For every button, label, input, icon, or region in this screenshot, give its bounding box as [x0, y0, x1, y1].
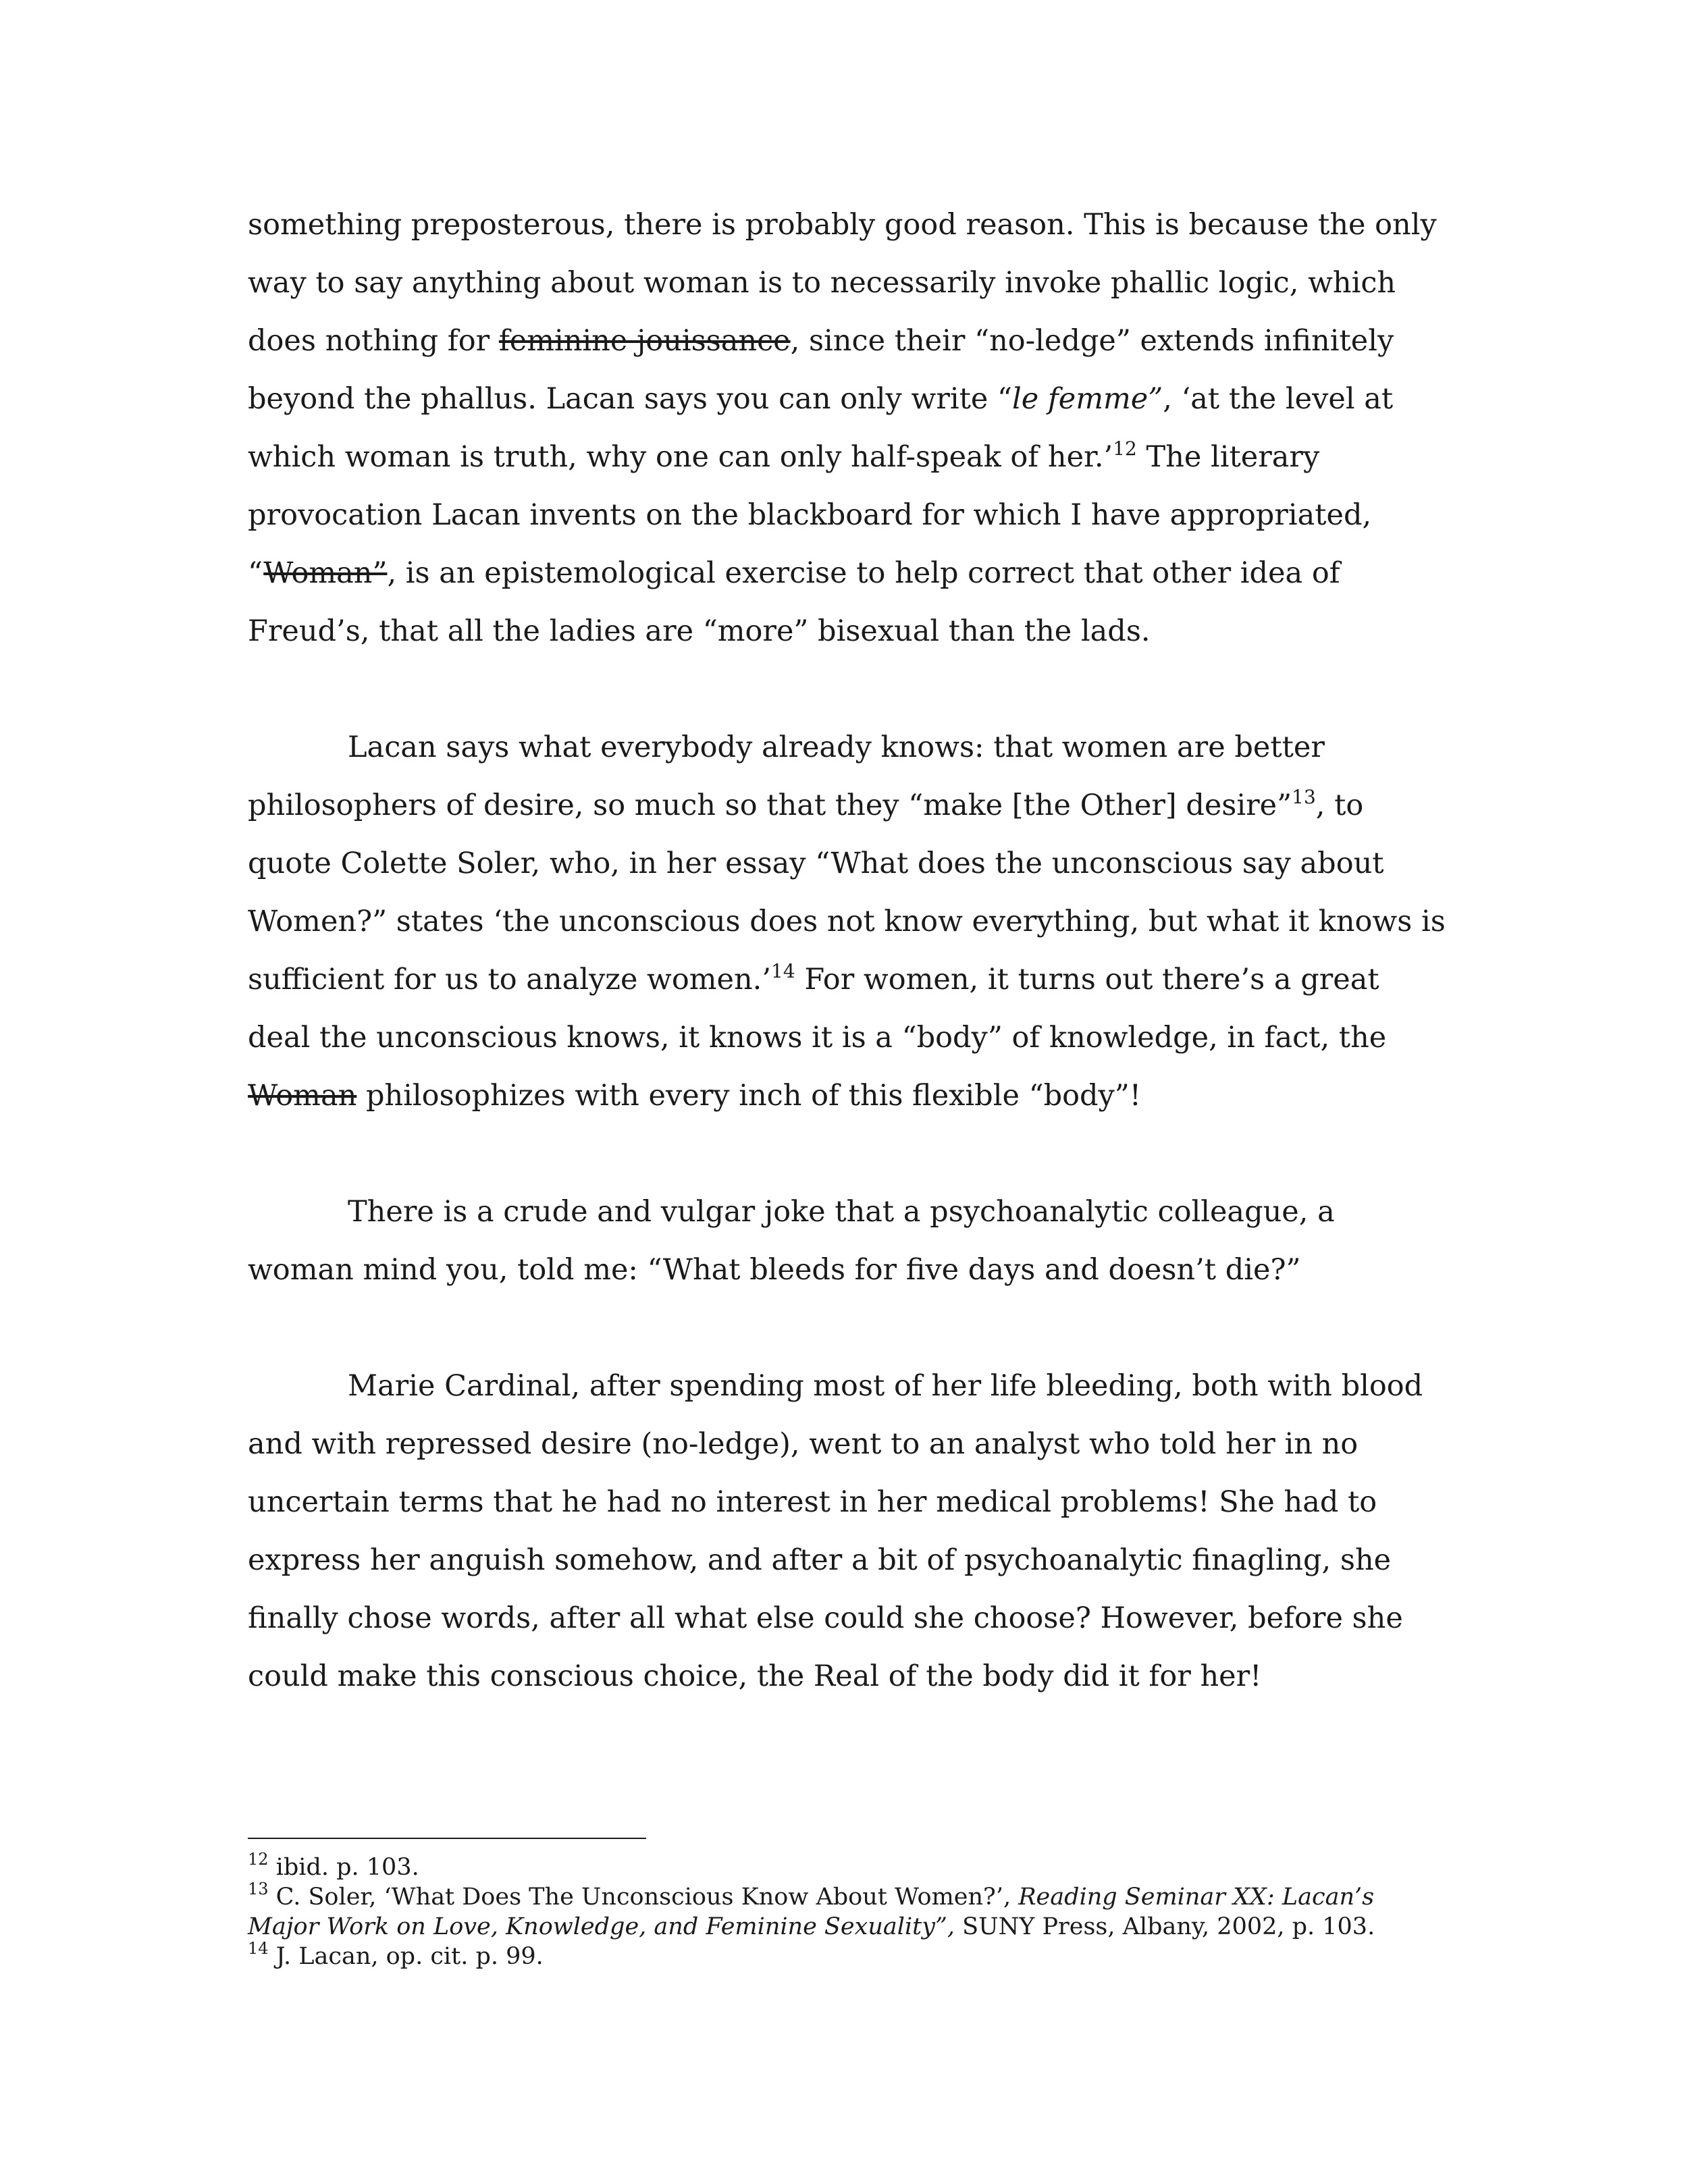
- footnote-number: 12: [248, 1850, 269, 1869]
- footnote-text-b: SUNY Press, Albany, 2002, p. 103.: [955, 1913, 1375, 1940]
- footnote-ref-13: 13: [1292, 785, 1316, 808]
- paragraph-2-text-c: For women, it turns out there’s a great deal the unconscious knows, it knows it is a “body” of knowledge, in fact, the: [248, 963, 1387, 1055]
- paragraph-4: [248, 1357, 1450, 1705]
- footnote-13: [248, 1882, 1450, 1942]
- paragraph-1-text-e: , is an epistemological exercise to help correct that other idea of Freud’s, that all the ladies are “more” bisexual than the lads.: [248, 556, 1340, 648]
- paragraph-4-text: Marie Cardinal, after spending most of her life bleeding, both with blood and with repressed desire (no-ledge), went to an analyst who told her in no uncertain terms that he had no interest in her medical problems! She had to express her anguish somehow, and after a bit of psychoanalytic finagling, she finally chose words, after all what else could she choose? However, before she could make this conscious choice, the Real of the body did it for her!: [248, 1369, 1423, 1693]
- footnotes: [248, 1850, 1450, 1971]
- struck-feminine-jouissance: feminine jouissance: [498, 324, 791, 358]
- paragraph-2: [248, 718, 1450, 1125]
- italic-le-femme: le femme”: [1012, 382, 1163, 416]
- footnote-number: 14: [248, 1939, 269, 1959]
- footnote-separator: [248, 1838, 646, 1839]
- paragraph-1: [248, 196, 1450, 660]
- footnote-12: [248, 1850, 1450, 1882]
- paragraph-2-text-a: Lacan says what everybody already knows: that women are better philosophers of desire, so much so that they “make [the Other] desire”: [248, 730, 1325, 822]
- paragraph-1-text-b: , since their “no-ledge” extends infinitely beyond the phallus. Lacan says you can only write “: [248, 324, 1394, 416]
- footnote-text-a: C. Soler, ‘What Does The Unconscious Know About Women?’,: [268, 1884, 1019, 1911]
- footnote-text: J. Lacan, op. cit. p. 99.: [268, 1943, 544, 1970]
- paragraph-1-text-d: The literary provocation Lacan invents on the blackboard for which I have appropriated, “: [248, 440, 1372, 590]
- paragraph-1-text-c: , ‘at the level at which woman is truth, why one can only half-speak of her.’: [248, 382, 1394, 474]
- footnote-number: 13: [248, 1880, 269, 1899]
- footnote-14: [248, 1939, 1450, 1971]
- struck-woman: Woman: [248, 1079, 357, 1113]
- footnote-book-title: Reading Seminar XX: Lacan’s Major Work on Love, Knowledge, and Feminine Sexuality”,: [248, 1884, 1375, 1940]
- paragraph-3-text: There is a crude and vulgar joke that a psychoanalytic colleague, a woman mind you, told me: “What bleeds for five days and doesn’t die?”: [248, 1195, 1335, 1287]
- paragraph-2-text-b: , to quote Colette Soler, who, in her essay “What does the unconscious say about Women?” states ‘the unconscious does not know everything, but what it knows is sufficient for us to analyze women.’: [248, 789, 1446, 996]
- struck-woman-quote: Woman”: [263, 556, 388, 590]
- paragraph-2-text-d: philosophizes with every inch of this flexible “body”!: [357, 1079, 1142, 1113]
- footnote-ref-12: 12: [1113, 437, 1137, 460]
- paragraph-1-text-a: something preposterous, there is probably good reason. This is because the only way to say anything about woman is to necessarily invoke phallic logic, which does nothing for: [248, 208, 1437, 358]
- footnote-text: ibid. p. 103.: [268, 1854, 419, 1881]
- paragraph-3: [248, 1183, 1450, 1299]
- body-text: [248, 196, 1450, 1705]
- footnote-ref-14: 14: [771, 959, 795, 982]
